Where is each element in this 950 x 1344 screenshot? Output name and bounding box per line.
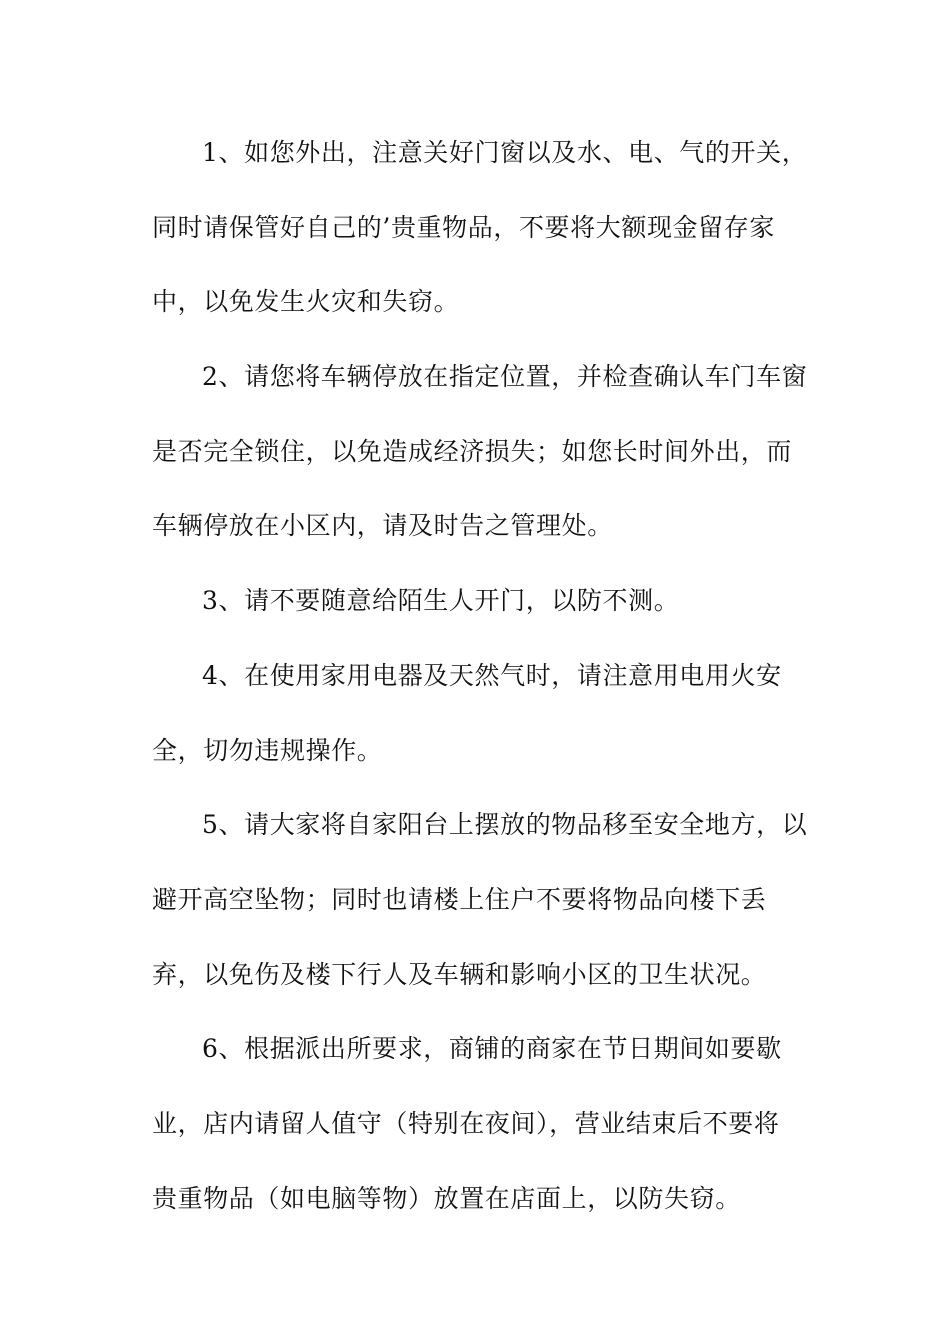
document-body [152, 116, 812, 1236]
paragraph-2-line-2: 是否完全锁住，以免造成经济损失；如您长时间外出，而 [152, 436, 793, 466]
paragraph-1-line-3: 中，以免发生火灾和失窃。 [152, 287, 460, 317]
paragraph-3-line-1: 3、请不要随意给陌生人开门，以防不测。 [202, 586, 680, 616]
paragraph-2-line-1: 2、请您将车辆停放在指定位置，并检查确认车门车窗 [202, 362, 808, 392]
paragraph-2-line-3: 车辆停放在小区内，请及时告之管理处。 [152, 511, 613, 541]
paragraph-6-line-3: 贵重物品（如电脑等物）放置在店面上，以防失窃。 [152, 1183, 741, 1213]
paragraph-4-line-2: 全，切勿违规操作。 [152, 735, 383, 765]
paragraph-5-line-1: 5、请大家将自家阳台上摆放的物品移至安全地方，以 [202, 810, 808, 840]
paragraph-5-line-3: 弃，以免伤及楼下行人及车辆和影响小区的卫生状况。 [152, 959, 767, 989]
paragraph-6-line-2: 业，店内请留人值守（特别在夜间），营业结束后不要将 [152, 1108, 780, 1138]
paragraph-6-line-1: 6、根据派出所要求，商铺的商家在节日期间如要歇 [202, 1034, 782, 1064]
paragraph-5-line-2: 避开高空坠物；同时也请楼上住户不要将物品向楼下丢 [152, 884, 767, 914]
paragraph-4-line-1: 4、在使用家用电器及天然气时，请注意用电用火安 [202, 660, 782, 690]
paragraph-1-line-2: 同时请保管好自己的’贵重物品，不要将大额现金留存家 [152, 212, 775, 242]
paragraph-1-line-1: 1、如您外出，注意关好门窗以及水、电、气的开关， [202, 138, 808, 167]
